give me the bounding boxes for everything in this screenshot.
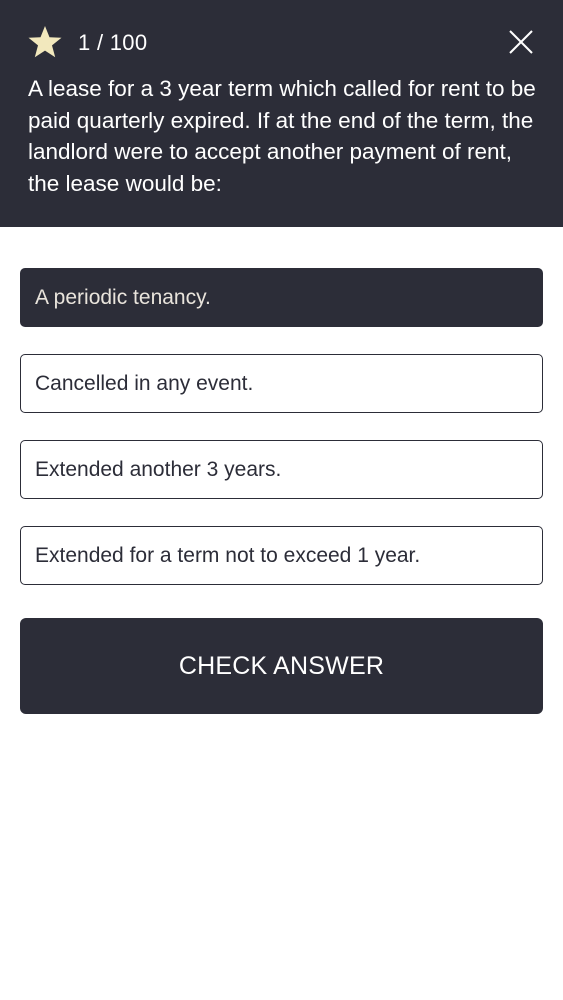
answer-option-4[interactable] xyxy=(20,526,543,585)
question-counter: 1 / 100 xyxy=(78,30,148,55)
question-header xyxy=(0,0,563,227)
check-answer-label: CHECK ANSWER xyxy=(178,651,385,680)
answer-option-label: Extended another 3 years. xyxy=(35,457,282,481)
answer-option-2[interactable] xyxy=(20,354,543,413)
question-text: A lease for a 3 year term which called for rent to be paid quarterly expired. If at the end of the term, the landlord were to accept another payment of rent, the lease would be: xyxy=(28,76,536,196)
answer-option-1[interactable] xyxy=(20,268,543,327)
answer-option-label: A periodic tenancy. xyxy=(35,285,211,309)
answer-option-3[interactable] xyxy=(20,440,543,499)
answer-option-label: Extended for a term not to exceed 1 year. xyxy=(35,543,421,567)
check-answer-button[interactable] xyxy=(20,618,543,714)
star-icon[interactable] xyxy=(27,25,63,59)
close-icon[interactable] xyxy=(506,27,536,57)
answer-option-label: Cancelled in any event. xyxy=(35,371,254,395)
